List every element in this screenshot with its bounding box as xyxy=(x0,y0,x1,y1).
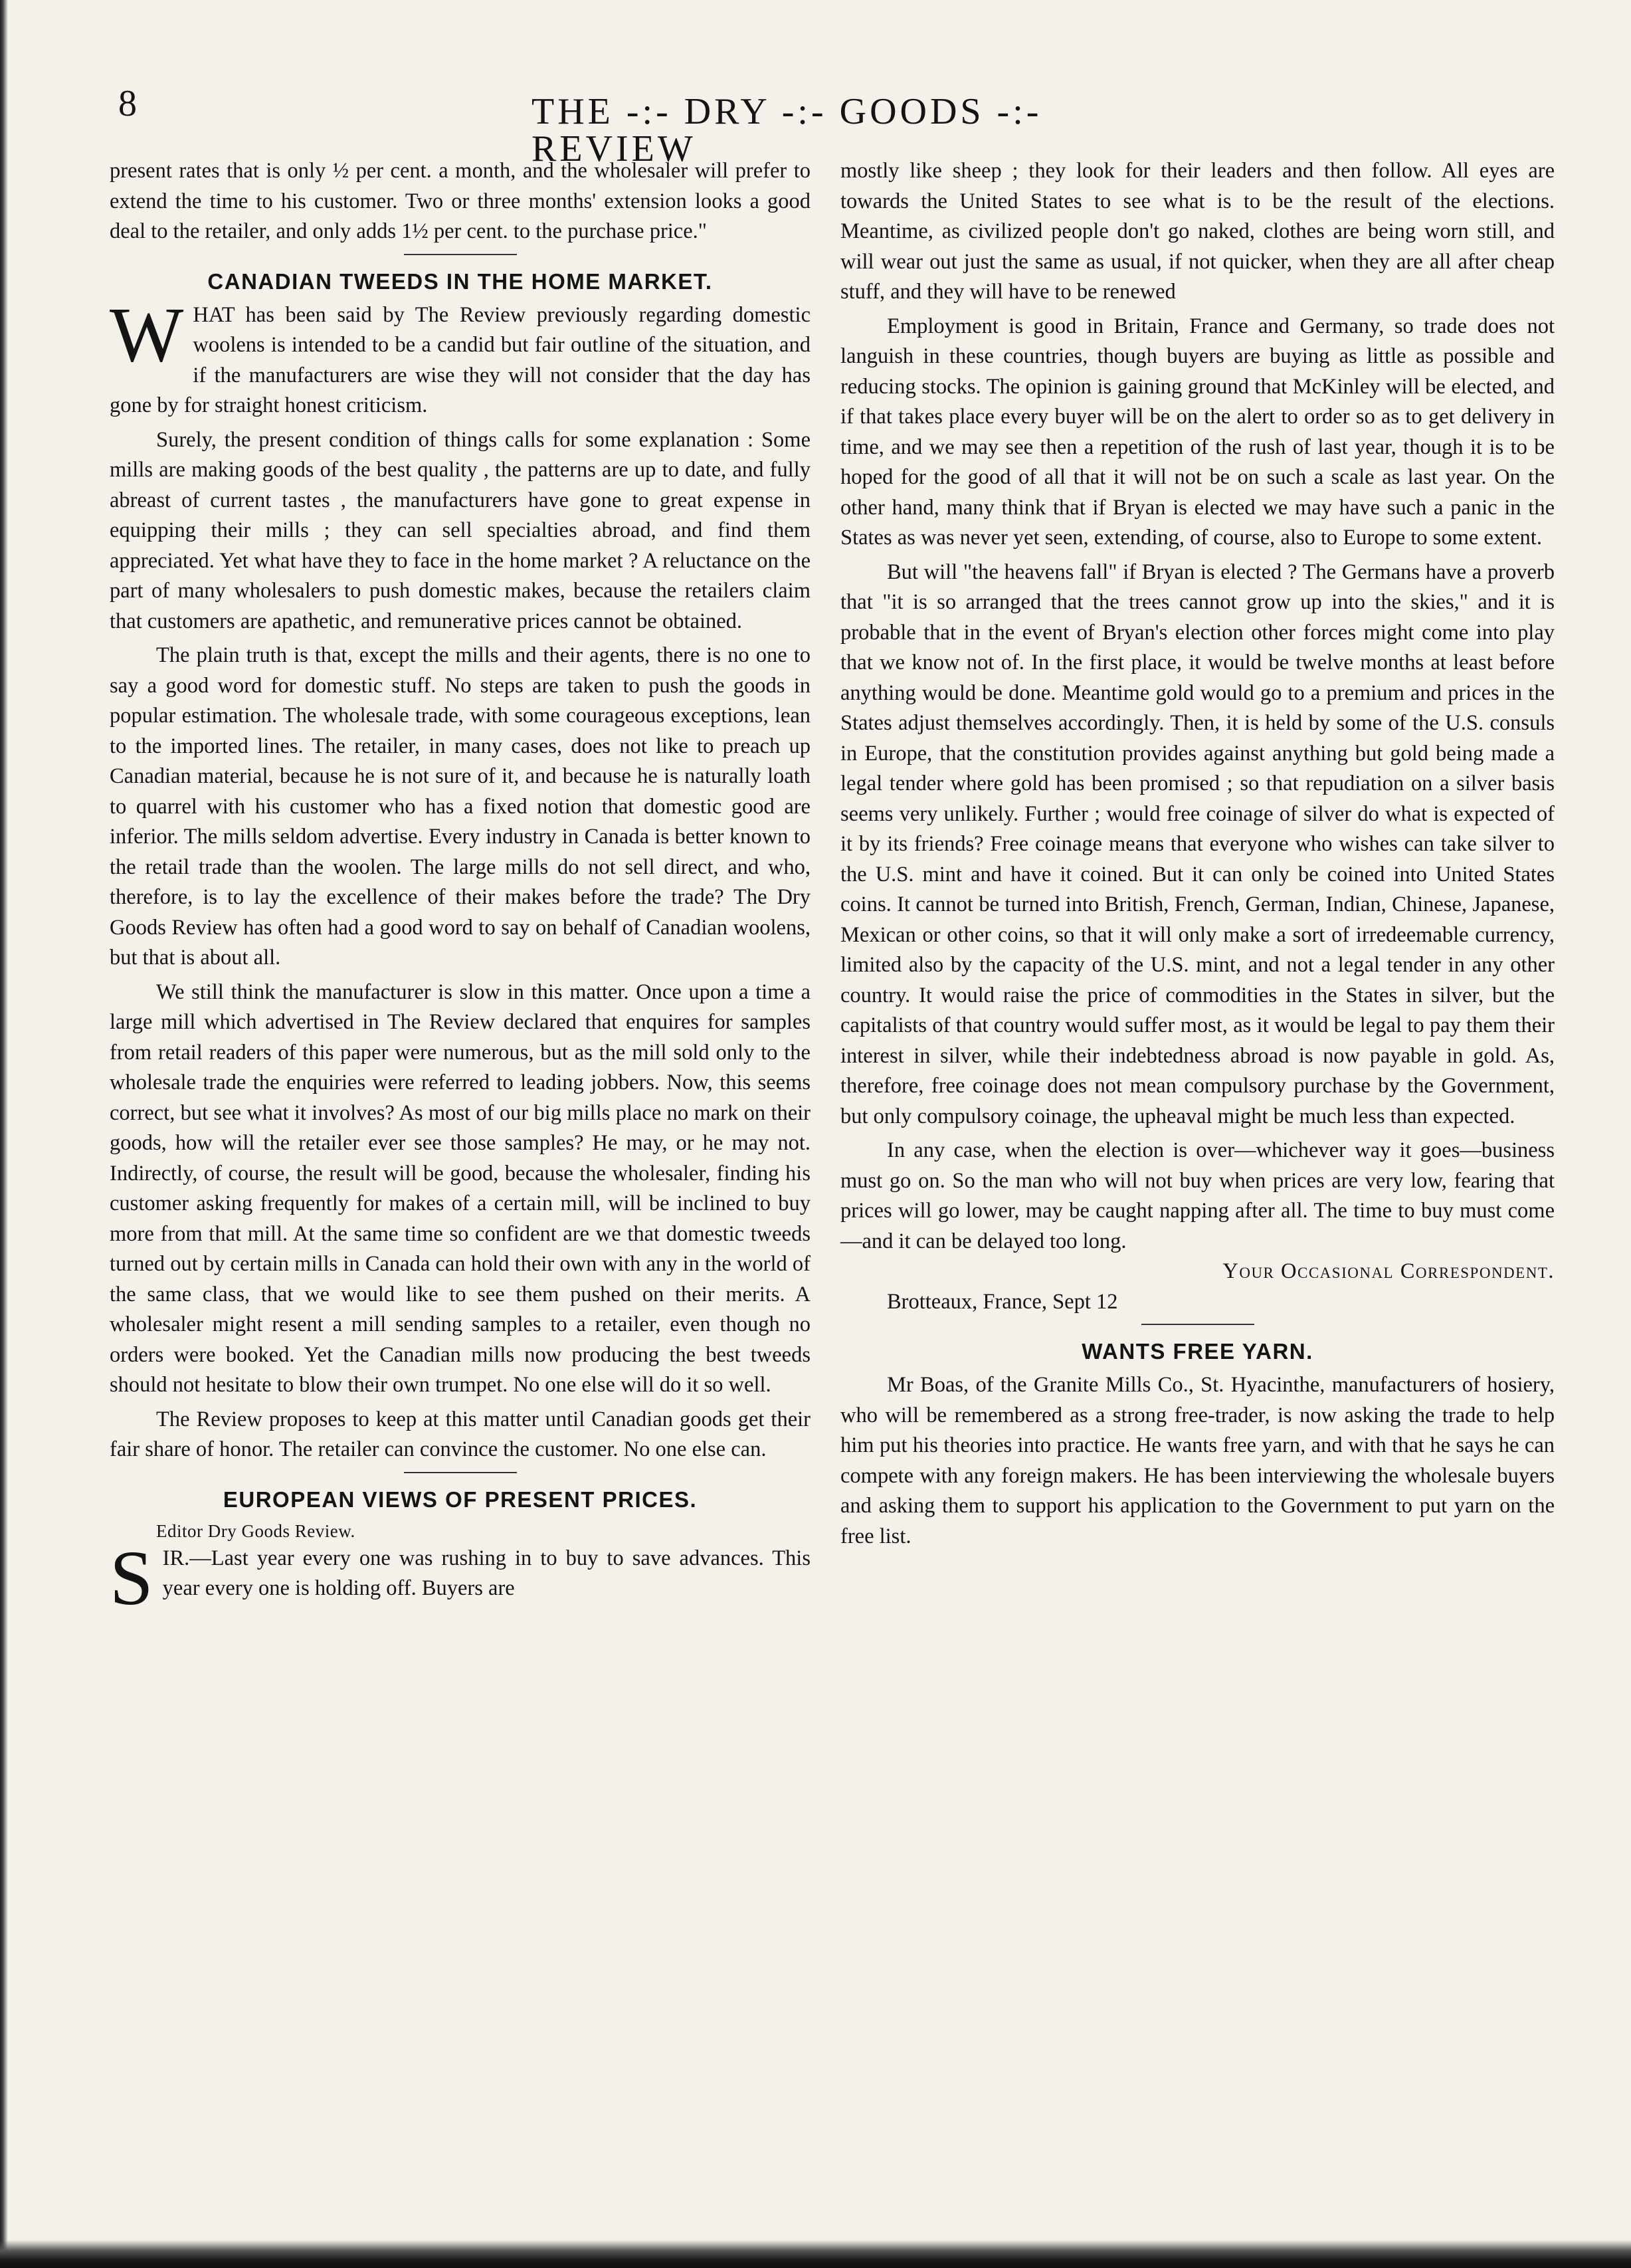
page-bottom-edge xyxy=(0,2240,1631,2268)
section-rule xyxy=(404,1472,517,1473)
section-rule xyxy=(404,254,517,255)
article1-paragraph-3: The plain truth is that, except the mills and their agents, there is no one to say a good word for domestic stuff. No steps are taken to push the goods in popular estimation. The wholesale trade, with some courageous exceptions, lean to the imported lines. The retailer, in many cases, does not like to preach up Canadian material, because he is not sure of it, and because he is naturally loath to quarrel with his customer who has a fixed notion that domestic good are inferior. The mills seldom advertise. Every industry in Canada is better known to the retail trade than the woolen. The large mills do not sell direct, and who, therefore, is to lay the excellence of their makes before the trade? The Dry Goods Review has often had a good word to say on behalf of Canadian woolens, but that is about all. xyxy=(110,643,811,970)
article1-p1-text: HAT has been said by The Review previously regarding domestic woolens is intended to be a candid but fair outline of the situation, and if the manufacturers are wise they will not consider that the day has gone by for straight honest criticism. xyxy=(110,302,811,417)
page-number: 8 xyxy=(118,83,137,124)
article2-paragraph-2: Employment is good in Britain, France and Germany, so trade does not languish in these countries, though buyers are buying as little as possible and reducing stocks. The opinion is gaining ground that McKinley will be elected, and if that takes place every buyer will be on the alert to order so as to get delivery in time, and we may see then a repetition of the rush of last year, though it is to be hoped for the good of all that it will not be on such a scale as last year. On the other hand, many think that if Bryan is elected we may have such a panic in the States as was never yet seen, extending, of course, also to Europe to some extent. xyxy=(840,314,1555,550)
article2-continued-paragraph-1: mostly like sheep ; they look for their leaders and then follow. All eyes are towards the United States to see what is to be the result of the elections. Meantime, as civilized people don't go naked, clothes are being worn still, and will wear out just the same as usual, if not quicker, when they are all after cheap stuff, and they will have to be renewed xyxy=(840,159,1555,304)
opening-fragment: present rates that is only ½ per cent. a month, and the wholesaler will prefer to extend the time to his customer. Two or three months' extension looks a good deal to the retailer, and only adds 1½ per cent. to the purchase price." xyxy=(110,159,811,243)
correspondent-signature: Your Occasional Correspondent. xyxy=(1222,1259,1555,1283)
article1-paragraph-1 xyxy=(110,290,811,421)
article1-paragraph-4: We still think the manufacturer is slow in this matter. Once upon a time a large mill which advertised in The Review declared that enquires for samples from retail readers of this paper were numerous, but as the mill sold only to the wholesale trade the enquiries were referred to leading jobbers. Now, this seems correct, but see what it involves? As most of our big mills place no mark on their goods, how will the retailer ever see those samples? He may, or he may not. Indirectly, of course, the result will be good, because the wholesaler, finding his customer asking frequently for makes of a certain mill, will be inclined to buy more from that mill. At the same time so confident are we that domestic tweeds turned out by certain mills in Canada can hold their own with any in the world of the same class, that we would like to see them pushed on their merits. A wholesaler might resent a mill sending samples to a retailer, even though no orders were booked. Yet the Canadian mills now producing the best tweeds should not hesitate to blow their own trumpet. No one else will do it so well. xyxy=(110,979,811,1397)
left-column xyxy=(110,156,811,1621)
article2-paragraph-4: In any case, when the election is over—whichever way it goes—business must go on. So the man who will not buy when prices are very low, fearing that prices will go lower, may be caught napping after all. The time to buy must come—and it can be delayed too long. xyxy=(840,1138,1555,1253)
place-date-line: Brotteaux, France, Sept 12 xyxy=(887,1289,1118,1314)
dropcap-s: S xyxy=(110,1534,153,1621)
article2-paragraph-1 xyxy=(110,1534,811,1621)
dropcap-w: W xyxy=(110,290,184,378)
headline-european-views: EUROPEAN VIEWS OF PRESENT PRICES. xyxy=(223,1487,698,1512)
headline-wants-free-yarn: WANTS FREE YARN. xyxy=(1082,1339,1313,1364)
section-rule xyxy=(1141,1324,1254,1325)
article1-paragraph-5: The Review proposes to keep at this matter until Canadian goods get their fair share of honor. The retailer can convince the customer. No one else can. xyxy=(110,1407,811,1461)
page-binding-edge xyxy=(0,0,8,2268)
article1-paragraph-2: Surely, the present condition of things calls for some explanation : Some mills are making goods of the best quality , the patterns are up to date, and fully abreast of current tastes , the manufacturers have gone to great expense in equipping their mills ; they can sell specialties abroad, and find them appreciated. Yet what have they to face in the home market ? A reluctance on the part of many wholesalers to push domestic makes, because the retailers claim that customers are apathetic, and remunerative prices cannot be obtained. xyxy=(110,427,811,633)
right-column xyxy=(840,156,1555,1552)
running-head: THE -:- DRY -:- GOODS -:- REVIEW xyxy=(531,91,1042,169)
article2-p1-text: IR.—Last year every one was rushing in to buy to save advances. This year every one is holding off. Buyers are xyxy=(162,1546,811,1600)
article2-paragraph-3: But will "the heavens fall" if Bryan is elected ? The Germans have a proverb that "it is so arranged that the trees cannot grow up into the skies," and it is probable that in the event of Bryan's election other forces might come into play that we know not of. In the first place, it would be twelve months at least before anything would be done. Meantime gold would go to a premium and prices in the States adjust themselves accordingly. Then, it is held by some of the U.S. consuls in Europe, that the constitution provides against anything but gold being made a legal tender where gold has been promised ; so that repudiation on a silver basis seems very unlikely. Further ; would free coinage of silver do what is expected of it by its friends? Free coinage means that everyone who wishes can take silver to the U.S. mint and have it coined. But it can only be coined into United States coins. It cannot be turned into British, French, German, Indian, Chinese, Japanese, Mexican or other coins, so that it will only make a sort of irredeemable currency, limited also by the capacity of the U.S. mint, and not a legal tender in any other country. It would raise the price of commodities in the States in silver, but the capitalists of that country would suffer most, as it would be legal to pay them their interest in silver, while their indebtedness abroad is now payable in gold. As, therefore, free coinage does not mean compulsory purchase by the Government, but only compulsory coinage, the upheaval might be much less than expected. xyxy=(840,560,1555,1128)
article3-paragraph-1: Mr Boas, of the Granite Mills Co., St. Hyacinthe, manufacturers of hosiery, who will be remembered as a strong free-trader, is now asking the trade to help him put his theories into practice. He wants free yarn, and with that he says he can compete with any foreign makers. He has been interviewing the wholesale buyers and asking them to support his application to the Government to put yarn on the free list. xyxy=(840,1373,1555,1548)
headline-canadian-tweeds: CANADIAN TWEEDS IN THE HOME MARKET. xyxy=(207,268,713,294)
article2-dateline: Editor Dry Goods Review. xyxy=(156,1520,355,1541)
